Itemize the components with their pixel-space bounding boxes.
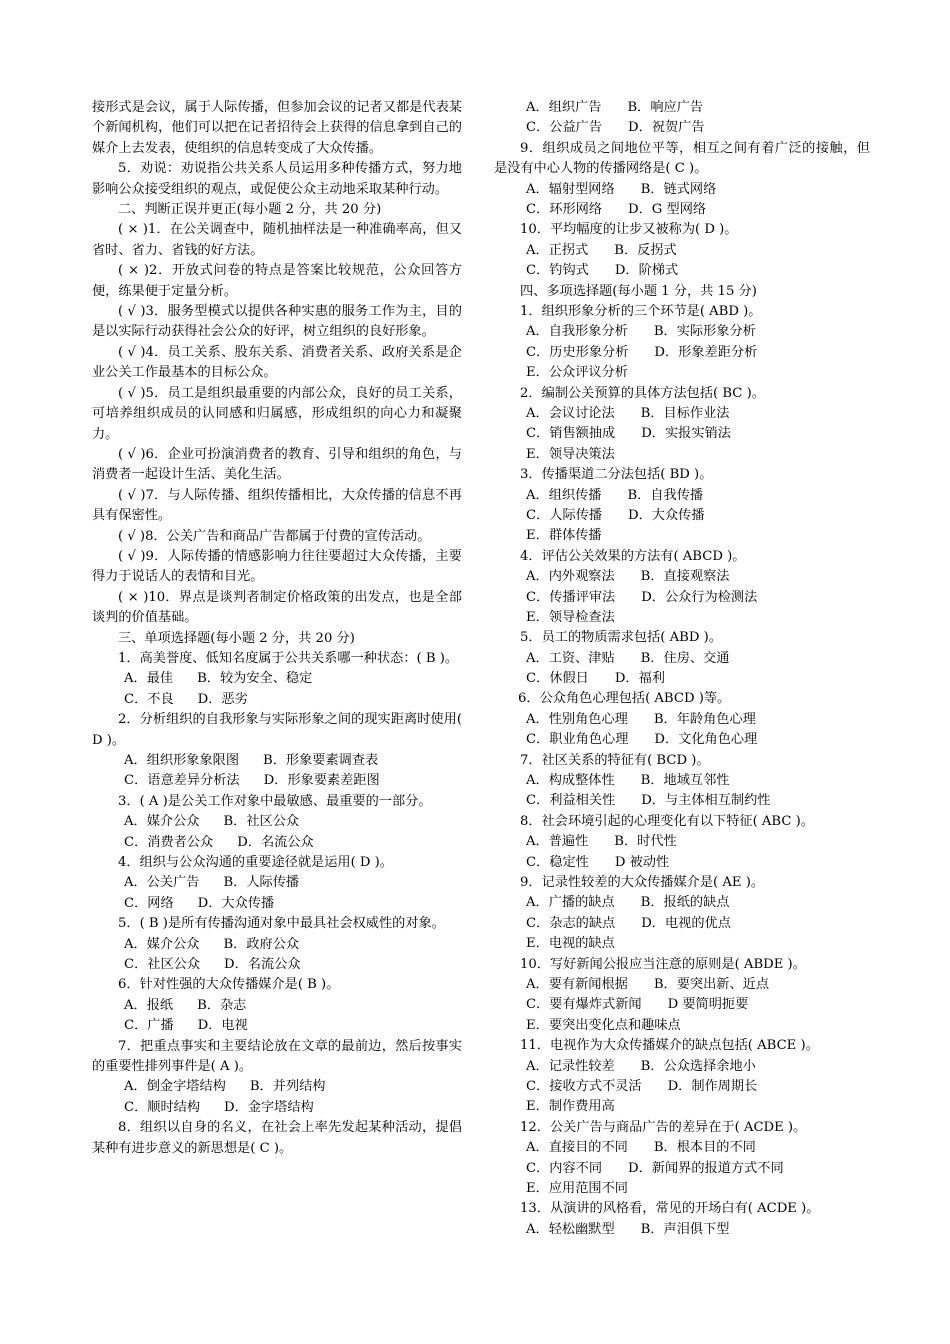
option-line [494, 343, 870, 363]
option-item: E．应用范围不同 [526, 1180, 628, 1196]
paragraph: 7．把重点事实和主要结论放在文章的最前边，然后按事实的重要性排列事件是( A )。 [92, 1038, 462, 1074]
option-item: D．制作周期长 [667, 1078, 758, 1094]
option-line [494, 1179, 870, 1199]
option-line [494, 669, 870, 689]
paragraph: 接形式是会议，属于人际传播，但参加会议的记者又都是代表某个新闻机构，他们可以把在记者招待会上获得的信息拿到自己的媒介上去发表，使组织的信息转变成了大众传播。 [92, 100, 462, 156]
option-item: C．网络 [124, 895, 174, 911]
option-item: B．报纸的缺点 [640, 895, 730, 911]
option-item: E．领导决策法 [526, 446, 615, 462]
option-line [494, 771, 870, 791]
option-item: D．名流公众 [237, 834, 314, 850]
paragraph: ( √ )8．公关广告和商品广告都属于付费的宣传活动。 [118, 528, 431, 544]
paragraph: 8．社会环境引起的心理变化有以下特征( ABC )。 [520, 813, 814, 829]
option-line [494, 995, 870, 1015]
option-line [494, 241, 870, 261]
option-line [494, 791, 870, 811]
option-line [494, 853, 870, 873]
option-item: C．休假日 [526, 671, 589, 687]
option-line [92, 669, 462, 689]
option-item: D．祝贺广告 [628, 120, 705, 136]
paragraph: ( √ )7．与人际传播、组织传播相比，大众传播的信息不再具有保密性。 [92, 487, 462, 524]
option-item: D．阶梯式 [614, 263, 679, 279]
paragraph: ( √ )3．服务型模式以提供各种实惠的服务工作为主，目的是以实际行动获得社会公众的好评，树立组织的良好形象。 [92, 304, 462, 340]
option-line [494, 200, 870, 220]
option-line [494, 588, 870, 608]
option-line [494, 404, 870, 424]
option-item: D．金字塔结构 [224, 1099, 314, 1115]
option-line [494, 608, 870, 628]
option-line [92, 955, 462, 975]
option-line [92, 873, 462, 893]
paragraph: 2．编制公关预算的具体方法包括( BC )。 [520, 385, 765, 401]
paragraph: 9．记录性较差的大众传播媒介是( AE )。 [520, 875, 765, 891]
paragraph: ( √ )9．人际传播的情感影响力往往要超过大众传播，主要得力于说话人的表情和目光。 [92, 548, 462, 585]
option-item: C．要有爆炸式新闻 [526, 997, 642, 1013]
option-line [92, 894, 462, 914]
option-line [494, 363, 870, 383]
option-item: D．大众传播 [628, 507, 705, 523]
option-item: A．直接目的不同 [526, 1140, 628, 1156]
option-item: D．G 型网络 [628, 201, 707, 217]
option-item: C．广播 [124, 1018, 174, 1034]
option-item: B．政府公众 [223, 936, 300, 952]
option-item: B．公众选择余地小 [640, 1058, 756, 1074]
option-item: E．要突出变化点和趣味点 [526, 1017, 681, 1033]
option-item: A．广播的缺点 [526, 895, 615, 911]
option-item: A．倒金字塔结构 [124, 1079, 226, 1095]
option-item: A．辐射型网络 [526, 181, 615, 197]
option-item: B．直接观察法 [640, 569, 730, 585]
option-item: B．链式网络 [640, 181, 717, 197]
option-item: A．工资、津贴 [526, 650, 615, 666]
option-item: C．销售额抽成 [526, 426, 616, 442]
option-item: D．与主体相互制约性 [641, 793, 771, 809]
option-item: A．会议讨论法 [526, 405, 615, 421]
paragraph: 1．组织形象分析的三个环节是( ABD )。 [520, 303, 762, 319]
option-item: A．组织传播 [526, 487, 602, 503]
option-item: A．公关广告 [124, 875, 200, 891]
option-item: C．社区公众 [124, 956, 201, 972]
option-item: A．组织形象象限图 [124, 752, 240, 768]
paragraph: 3．传播渠道二分法包括( BD )。 [520, 467, 713, 483]
option-line [494, 1077, 870, 1097]
option-item: D．公众行为检测法 [641, 589, 758, 605]
option-line [494, 98, 870, 118]
option-item: A．普遍性 [526, 834, 589, 850]
option-item: D．文化角色心理 [654, 732, 758, 748]
option-item: A．正拐式 [526, 242, 589, 258]
option-item: E．制作费用高 [526, 1099, 615, 1115]
option-item: E．电视的缺点 [526, 936, 615, 952]
option-item: A．记录性较差 [526, 1058, 615, 1074]
option-item: C．传播评审法 [526, 589, 616, 605]
option-item: B．形象要素调查表 [263, 752, 379, 768]
option-item: D．电视 [197, 1018, 248, 1034]
option-line [494, 832, 870, 852]
option-line [494, 975, 870, 995]
option-line [494, 486, 870, 506]
option-item: B．声泪俱下型 [640, 1221, 730, 1237]
option-item: C．公益广告 [526, 120, 603, 136]
option-item: D．形象要素差距图 [263, 773, 380, 789]
option-item: B．响应广告 [627, 100, 704, 115]
option-item: B．目标作业法 [640, 405, 730, 421]
option-line [494, 1138, 870, 1158]
option-item: A．报纸 [124, 997, 174, 1013]
option-item: C．人际传播 [526, 507, 603, 523]
option-item: D．恶劣 [197, 691, 248, 707]
option-line [494, 914, 870, 934]
paragraph: 4．组织与公众沟通的重要途径就是运用( D )。 [118, 854, 394, 870]
option-item: B．要突出新、近点 [653, 977, 770, 993]
paragraph: 3．( A )是公关工作对象中最敏感、最重要的一部分。 [118, 793, 432, 809]
option-item: B．并列结构 [249, 1079, 326, 1095]
option-line [92, 996, 462, 1016]
option-line [92, 1077, 462, 1097]
option-line [494, 1159, 870, 1179]
option-line [494, 893, 870, 913]
option-item: C．消费者公众 [124, 834, 214, 850]
option-item: A．构成整体性 [526, 773, 615, 789]
option-line [494, 506, 870, 526]
option-line [494, 180, 870, 200]
option-line [92, 1016, 462, 1036]
option-item: B．年龄角色心理 [653, 711, 756, 727]
option-line [494, 934, 870, 954]
option-item: B．时代性 [614, 834, 677, 850]
option-item: B．住房、交通 [640, 650, 730, 666]
option-item: A．自我形象分析 [526, 324, 628, 340]
option-item: C．环形网络 [526, 201, 603, 217]
paragraph: 4．评估公关效果的方法有( ABCD )。 [520, 548, 746, 564]
option-item: C．接收方式不灵活 [526, 1078, 642, 1094]
paragraph: ( √ )4．员工关系、股东关系、消费者关系、政府关系是企业公关工作最基本的目标公众。 [92, 344, 462, 381]
option-item: B．实际形象分析 [653, 324, 756, 340]
option-line [92, 690, 462, 710]
paragraph: ( × )1．在公关调查中，随机抽样法是一种准确率高，但又省时、省力、省钱的好方法。 [92, 222, 462, 258]
option-item: A．性别角色心理 [526, 711, 628, 727]
option-item: C．语意差异分析法 [124, 773, 240, 789]
paragraph: 5．员工的物质需求包括( ABD )。 [520, 630, 722, 646]
option-item: B．杂志 [197, 997, 247, 1013]
option-item: C．杂志的缺点 [526, 915, 616, 931]
option-line [494, 649, 870, 669]
option-item: C．内容不同 [526, 1160, 603, 1176]
option-line [494, 1220, 870, 1240]
option-item: C．稳定性 [526, 854, 589, 870]
option-line [494, 710, 870, 730]
option-item: C．历史形象分析 [526, 344, 629, 360]
paragraph: 二、判断正误并更正(每小题 2 分，共 20 分) [118, 202, 382, 218]
paragraph: ( × )2．开放式问卷的特点是答案比较规范，公众回答方便，练果便于定量分析。 [92, 263, 462, 299]
left-column [92, 98, 462, 1159]
option-item: A．要有新闻根据 [526, 977, 628, 993]
paragraph: 13．从演讲的风格看，常见的开场白有( ACDE )。 [520, 1201, 820, 1217]
option-item: E．领导检查法 [526, 609, 615, 625]
paragraph: 四、多项选择题(每小题 1 分，共 15 分) [520, 283, 757, 299]
option-item: B．地域互邻性 [640, 773, 730, 789]
option-line [92, 751, 462, 771]
paragraph: 8．组织以自身的名义，在社会上率先发起某种活动，提倡某种有进步意义的新思想是( C )。 [92, 1120, 462, 1156]
option-item: C．顺时结构 [124, 1099, 201, 1115]
paragraph: 5．( B )是所有传播沟通对象中最具社会权威性的对象。 [118, 916, 445, 932]
option-line [494, 1057, 870, 1077]
option-item: B．人际传播 [223, 875, 300, 891]
option-item: A．最佳 [124, 671, 174, 687]
option-line [92, 833, 462, 853]
option-item: A．媒介公众 [124, 814, 200, 830]
option-item: A．组织广告 [526, 100, 602, 115]
option-item: D．名流公众 [224, 956, 301, 972]
option-item: C．利益相关性 [526, 793, 616, 809]
paragraph: 5．劝说：劝说指公共关系人员运用多种传播方式，努力地影响公众接受组织的观点，或促使公众主动地采取某种行动。 [92, 161, 462, 197]
option-item: B．根本目的不同 [653, 1140, 756, 1156]
option-item: B．社区公众 [223, 814, 300, 830]
option-line [494, 1097, 870, 1117]
option-item: D．实报实销法 [641, 426, 731, 442]
paragraph: ( × )10．界点是谈判者制定价格政策的出发点，也是全部谈判的价值基础。 [92, 589, 462, 626]
option-line [92, 935, 462, 955]
paragraph: 9．组织成员之间地位平等，相互之间有着广泛的接触，但是没有中心人物的传播网络是( C )。 [494, 140, 870, 177]
option-line [494, 445, 870, 465]
paragraph: 10．平均幅度的让步又被称为( D )。 [520, 222, 738, 238]
option-item: E．公众评议分析 [526, 365, 628, 381]
option-item: C．钓钩式 [526, 263, 589, 279]
option-item: D．新闻界的报道方式不同 [628, 1160, 784, 1176]
paragraph: 三、单项选择题(每小题 2 分，共 20 分) [118, 630, 355, 646]
paragraph: 11．电视作为大众传播媒介的缺点包括( ABCE )。 [520, 1038, 819, 1054]
option-item: D．福利 [614, 671, 665, 687]
paragraph: ( √ )6．企业可扮演消费者的教育、引导和组织的角色，与消费者一起设计生活、美化生活。 [92, 446, 462, 483]
option-item: C．职业角色心理 [526, 732, 629, 748]
paragraph: 12．公关广告与商品广告的差异在于( ACDE )。 [520, 1119, 807, 1135]
right-column [494, 98, 870, 1240]
option-item: D 被动性 [614, 854, 670, 870]
option-line [494, 424, 870, 444]
option-line [92, 812, 462, 832]
paragraph: 7．社区关系的特征有( BCD )。 [520, 752, 710, 768]
option-item: B．自我传播 [627, 487, 704, 503]
option-item: D．形象差距分析 [654, 344, 758, 360]
paragraph: 10．写好新闻公报应当注意的原则是( ABDE )。 [520, 956, 806, 972]
option-item: E．群体传播 [526, 528, 602, 544]
paragraph: 6．针对性强的大众传播媒介是( B )。 [118, 977, 340, 993]
option-item: D．电视的优点 [641, 915, 731, 931]
option-line [494, 322, 870, 342]
option-item: C．不良 [124, 691, 174, 707]
option-line [92, 771, 462, 791]
paragraph: 1．高美誉度、低知名度属于公共关系哪一种状态：( B )。 [118, 650, 459, 666]
option-line [494, 567, 870, 587]
paragraph: 6．公众角色心理包括( ABCD )等。 [518, 691, 731, 707]
option-item: B．较为安全、稳定 [197, 671, 313, 687]
option-item: D 要简明扼要 [667, 997, 749, 1013]
paragraph: 2．分析组织的自我形象与实际形象之间的现实距离时使用( D )。 [92, 712, 462, 748]
option-item: A．内外观察法 [526, 569, 615, 585]
option-item: A．媒介公众 [124, 936, 200, 952]
option-line [494, 118, 870, 138]
paragraph: ( √ )5．员工是组织最重要的内部公众，良好的员工关系，可培养组织成员的认同感和归属感，形成组织的向心力和凝聚力。 [92, 385, 462, 442]
option-line [92, 1098, 462, 1118]
option-line [494, 1016, 870, 1036]
option-item: D．大众传播 [197, 895, 275, 911]
option-item: A．轻松幽默型 [526, 1221, 615, 1237]
option-line [494, 526, 870, 546]
option-line [494, 730, 870, 750]
option-line [494, 261, 870, 281]
option-item: B．反拐式 [614, 242, 677, 258]
